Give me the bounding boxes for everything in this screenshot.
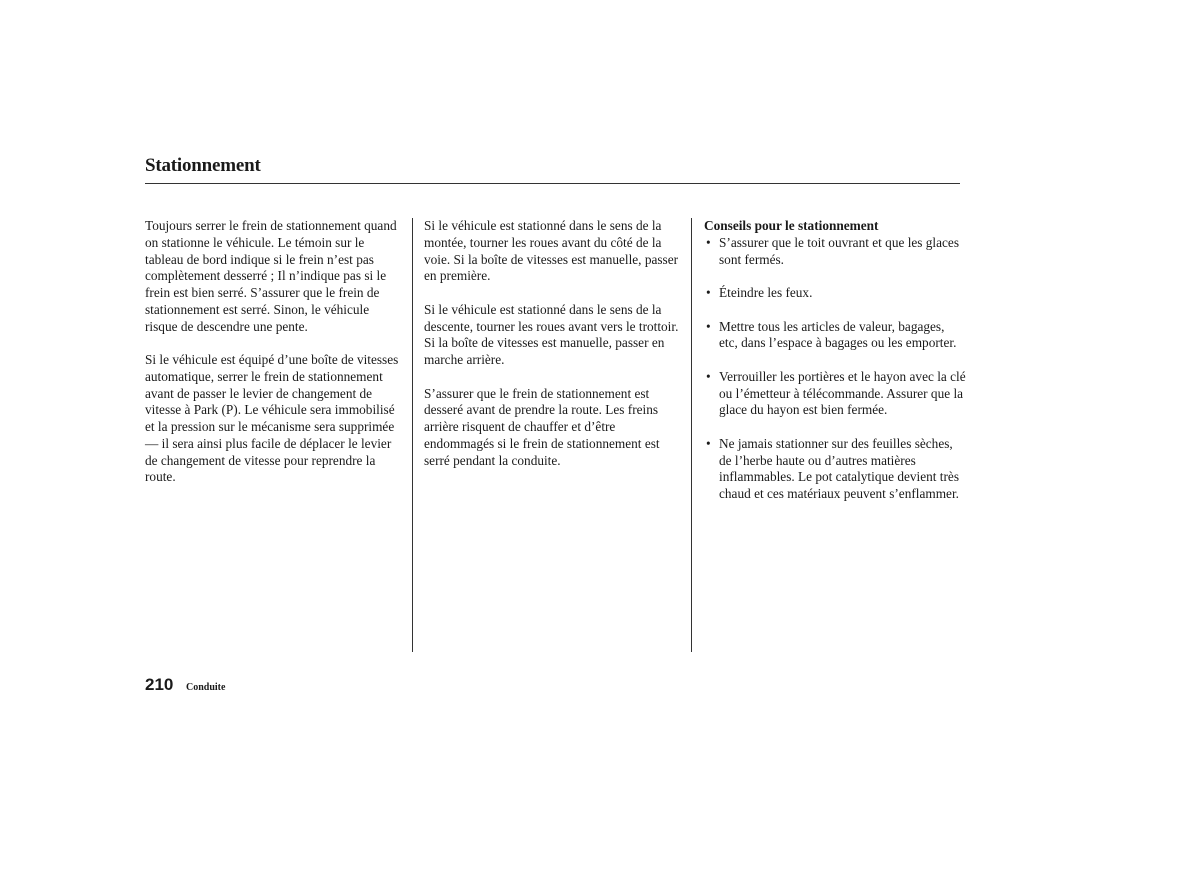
bullet-icon: • <box>706 318 711 334</box>
column-right <box>704 218 966 520</box>
list-item-text: Ne jamais stationner sur des feuilles sèches, de l’herbe haute ou d’autres matières inflammables. Le pot catalytique devient très chaud et ces matériaux peuvent s’enflammer. <box>719 435 959 501</box>
paragraph-automatic-transmission: Si le véhicule est équipé d’une boîte de vitesses automatique, serrer le frein de stationnement avant de passer le levier de changement de vitesse à Park (P). Le véhicule sera immobilisé et la pression sur le mécanisme sera supprimée — il sera ainsi plus facile de déplacer le levier de changement de vitesse pour reprendre la route. <box>145 352 399 485</box>
paragraph-downhill: Si le véhicule est stationné dans le sens de la descente, tourner les roues avant vers le trottoir. Si la boîte de vitesses est manuelle, passer en marche arrière. <box>424 301 679 367</box>
column-left <box>145 218 403 503</box>
parking-tips-heading: Conseils pour le stationnement <box>704 218 879 233</box>
list-item <box>704 285 966 302</box>
list-item-text: Éteindre les feux. <box>719 285 813 300</box>
column-divider <box>691 218 692 652</box>
paragraph-release-brake: S’assurer que le frein de stationnement est desseré avant de prendre la route. Les freins arrière risquent de chauffer et d’être endommagés si le frein de stationnement est serré pendant la conduite. <box>424 385 660 468</box>
list-item-text: S’assurer que le toit ouvrant et que les glaces sont fermés. <box>719 234 960 267</box>
list-item <box>704 369 966 419</box>
bullet-icon: • <box>706 435 711 451</box>
paragraph-uphill: Si le véhicule est stationné dans le sens de la montée, tourner les roues avant du côté de la voie. Si la boîte de vitesses est manuelle, passer en première. <box>424 218 679 284</box>
list-item <box>704 235 966 269</box>
column-divider <box>412 218 413 652</box>
section-name: Conduite <box>186 682 226 693</box>
bullet-icon: • <box>706 285 711 300</box>
parking-tips-list <box>704 235 966 503</box>
paragraph-parking-brake: Toujours serrer le frein de stationnement quand on stationne le véhicule. Le témoin sur le tableau de bord indique si le frein n’est pas complètement desserré ; Il n’indique pas si le frein est bien serré. S’assurer que le frein de stationnement est serré. Sinon, le véhicule risque de descendre une pente. <box>145 218 397 334</box>
bullet-icon: • <box>706 368 711 384</box>
bullet-icon: • <box>706 234 711 250</box>
page-number: 210 <box>145 675 174 694</box>
title-divider <box>145 183 960 184</box>
page-title: Stationnement <box>145 155 261 176</box>
list-item-text: Verrouiller les portières et le hayon avec la clé ou l’émetteur à télécommande. Assurer que la glace du hayon est bien fermée. <box>719 368 966 418</box>
list-item-text: Mettre tous les articles de valeur, bagages, etc, dans l’espace à bagages ou les emporter. <box>719 318 957 351</box>
column-middle <box>424 218 682 486</box>
list-item <box>704 436 966 503</box>
list-item <box>704 319 966 353</box>
